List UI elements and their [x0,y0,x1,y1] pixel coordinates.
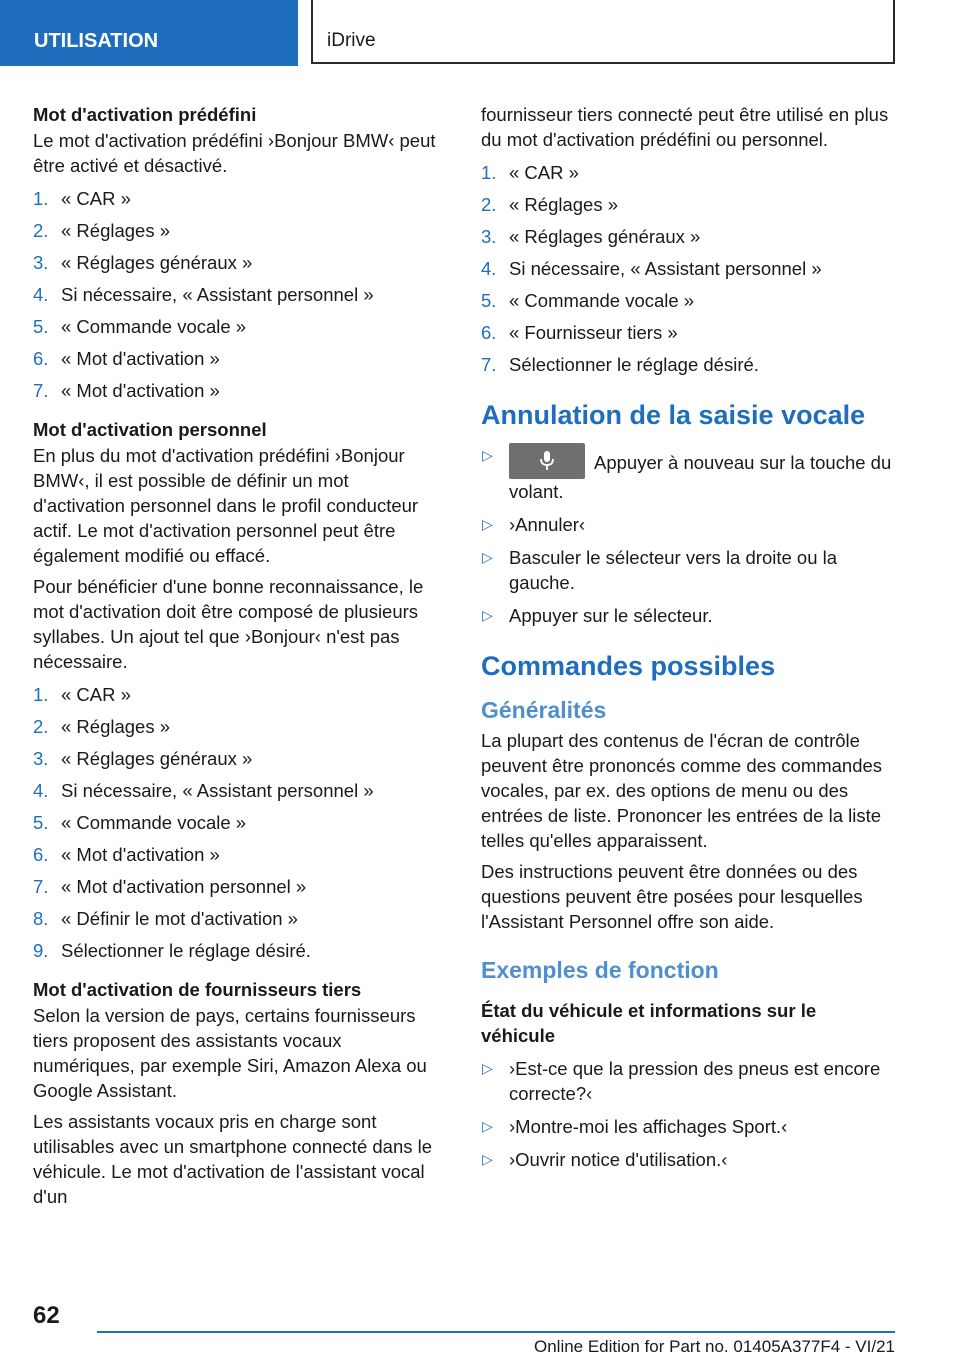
heading-cancel-voice-input: Annulation de la saisie vocale [481,400,866,430]
heading-possible-commands: Commandes possibles [481,651,776,681]
paragraph: Selon la version de pays, certains fournisseurs tiers proposent des assistants vocaux numériques, par exemple Siri, Amazon Alexa ou Google Assistant. [33,1005,427,1101]
list-item: 1. « CAR » [481,162,579,183]
list-item: ▷ ›Est-ce que la pression des pneus est encore correcte?‹ [482,1058,881,1104]
list-item: ▷ ›Ouvrir notice d'utilisation.‹ [482,1149,728,1170]
paragraph: Pour bénéficier d'une bonne reconnaissance, le mot d'activation doit être composé de plusieurs syllabes. Un ajout tel que ›Bonjour‹ n'est pas nécessaire. [33,576,424,672]
heading-general: Généralités [481,697,607,723]
paragraph: La plupart des contenus de l'écran de contrôle peuvent être prononcés comme des commandes vocales, par ex. des options de menu ou des entrées de liste. Prononcer les entrées de la liste telles qu'elles apparaissent. [481,730,883,851]
list-item: 3. « Réglages généraux » [481,226,701,247]
left-column [33,102,443,1215]
list-item: 9. Sélectionner le réglage désiré. [33,940,311,961]
heading-function-examples: Exemples de fonction [481,957,719,983]
list-item: 5. « Commande vocale » [33,316,247,337]
bullet-triangle-icon: ▷ [482,607,493,623]
list-item: ▷ Appuyer à nouveau sur la touche du volant. [481,443,895,504]
list-item: 3. « Réglages généraux » [33,252,253,273]
subheading-predefined: Mot d'activation prédéfini [33,104,257,125]
microphone-icon [539,450,555,472]
list-item: ▷ Basculer le sélecteur vers la droite ou la gauche. [482,547,838,593]
steps-list [33,682,443,963]
subheading-vehicle-status: État du véhicule et informations sur le véhicule [481,1000,817,1046]
subheading-third-party: Mot d'activation de fournisseurs tiers [33,979,362,1000]
bullet-triangle-icon: ▷ [482,1118,493,1134]
list-item: 7. « Mot d'activation personnel » [33,876,307,897]
list-item: 8. « Définir le mot d'activation » [33,908,298,929]
list-item: 5. « Commande vocale » [33,812,247,833]
paragraph: fournisseur tiers connecté peut être utilisé en plus du mot d'activation prédéfini ou personnel. [481,104,889,150]
list-item: ▷ ›Montre-moi les affichages Sport.‹ [482,1116,788,1137]
bullet-list [481,1056,895,1172]
page-header [0,0,960,66]
list-item: 6. « Fournisseur tiers » [481,322,678,343]
bullet-list [481,443,895,628]
list-item: 3. « Réglages généraux » [33,748,253,769]
paragraph: Les assistants vocaux pris en charge sont utilisables avec un smartphone connecté dans le véhicule. Le mot d'activation de l'assistant vocal d'un [33,1111,433,1207]
list-item: 7. Sélectionner le réglage désiré. [481,354,759,375]
list-item: 4. Si nécessaire, « Assistant personnel » [481,258,822,279]
footer-edition: Online Edition for Part no. 01405A377F4 - VI/21 [533,1337,895,1356]
paragraph: Le mot d'activation prédéfini ›Bonjour BMW‹ peut être activé et désactivé. [33,130,436,176]
list-item: 6. « Mot d'activation » [33,844,220,865]
list-item: ▷ ›Annuler‹ [482,514,586,535]
steps-list [33,186,443,403]
chapter-tab: iDrive [311,0,895,64]
bullet-triangle-icon: ▷ [482,516,493,532]
paragraph: Des instructions peuvent être données ou des questions peuvent être posées pour lesquelles l'Assistant Personnel offre son aide. [481,861,863,932]
list-item: 4. Si nécessaire, « Assistant personnel » [33,780,374,801]
right-column [481,102,895,1186]
bullet-triangle-icon: ▷ [482,1151,493,1167]
paragraph: En plus du mot d'activation prédéfini ›Bonjour BMW‹, il est possible de définir un mot d'activation personnel dans le profil conducteur actif. Le mot d'activation personnel peut être également modifié ou effacé. [33,445,419,566]
list-item: 1. « CAR » [33,684,131,705]
list-item: 6. « Mot d'activation » [33,348,220,369]
list-item: 2. « Réglages » [33,716,171,737]
bullet-triangle-icon: ▷ [482,549,493,565]
section-tab: UTILISATION [0,0,298,66]
bullet-triangle-icon: ▷ [482,447,493,463]
subheading-personal: Mot d'activation personnel [33,419,267,440]
page-number: 62 [33,1302,60,1329]
voice-button-image [509,443,585,479]
list-item: 2. « Réglages » [481,194,619,215]
list-item: ▷ Appuyer sur le sélecteur. [482,605,713,626]
list-item: 2. « Réglages » [33,220,171,241]
steps-list [481,160,895,377]
list-item: 7. « Mot d'activation » [33,380,220,401]
bullet-triangle-icon: ▷ [482,1060,493,1076]
list-item: 1. « CAR » [33,188,131,209]
list-item: 5. « Commande vocale » [481,290,695,311]
footer-divider [97,1331,895,1333]
list-item: 4. Si nécessaire, « Assistant personnel » [33,284,374,305]
